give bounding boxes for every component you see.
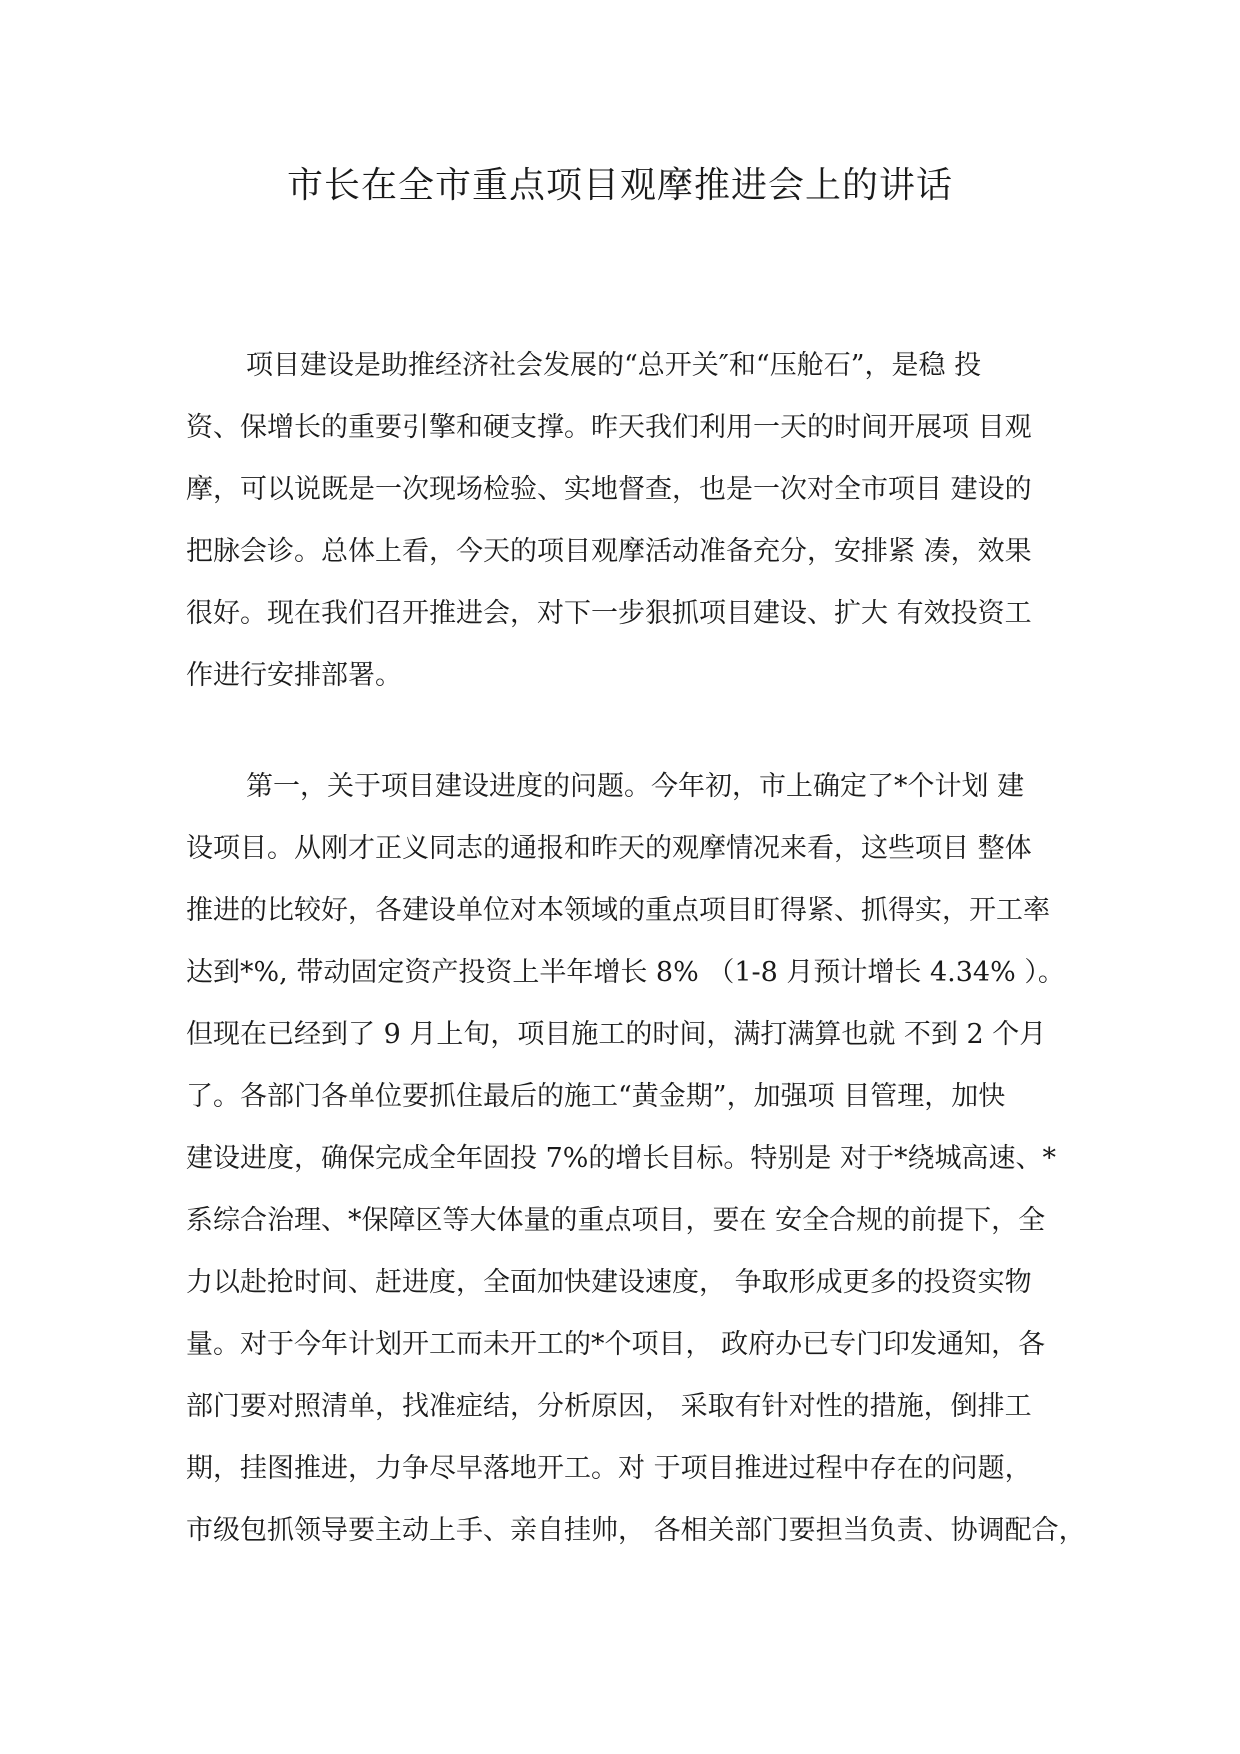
text-line: 市级包抓领导要主动上手、亲自挂帅， 各相关部门要担当负责、协调配合， [186,1515,1086,1546]
text-line: 了。各部门各单位要抓住最后的施工“黄金期”，加强项 目管理，加快 [186,1081,1006,1112]
text-line: 部门要对照清单，找准症结，分析原因， 采取有针对性的措施，倒排工 [186,1391,1032,1422]
text-line: 第一，关于项目建设进度的问题。今年初，市上确定了*个计划 建 [246,771,1025,802]
page-title: 市长在全市重点项目观摩推进会上的讲话 [286,165,953,206]
text-line: 项目建设是助推经济社会发展的“总开关″和“压舱石”，是稳 投 [246,350,982,381]
text-line: 很好。现在我们召开推进会，对下一步狠抓项目建设、扩大 有效投资工 [186,598,1032,629]
text-line: 把脉会诊。总体上看，今天的项目观摩活动准备充分，安排紧 凑，效果 [186,536,1032,567]
body-paragraph-1 [186,335,1066,707]
text-line: 达到*%, 带动固定资产投资上半年增长 8% （1-8 月预计增长 4.34% ）。 [186,957,1065,988]
body-paragraph-2 [186,756,1086,1562]
text-line: 但现在已经到了 9 月上旬，项目施工的时间，满打满算也就 不到 2 个月 [186,1019,1047,1050]
text-line: 推进的比较好，各建设单位对本领域的重点项目盯得紧、抓得实，开工率 [186,895,1050,926]
text-line: 量。对于今年计划开工而未开工的*个项目， 政府办已专门印发通知，各 [186,1329,1046,1360]
text-line: 摩，可以说既是一次现场检验、实地督查，也是一次对全市项目 建设的 [186,474,1032,505]
text-line: 建设进度，确保完成全年固投 7%的增长目标。特别是 对于*绕城高速、* [186,1143,1056,1174]
text-line: 系综合治理、*保障区等大体量的重点项目，要在 安全合规的前提下，全 [186,1205,1046,1236]
text-line: 设项目。从刚才正义同志的通报和昨天的观摩情况来看，这些项目 整体 [186,833,1032,864]
text-line: 力以赴抢时间、赶进度，全面加快建设速度， 争取形成更多的投资实物 [186,1267,1032,1298]
text-line: 作进行安排部署。 [186,660,402,691]
text-line: 资、保增长的重要引擎和硬支撑。昨天我们利用一天的时间开展项 目观 [186,412,1032,443]
text-line: 期，挂图推进，力争尽早落地开工。对 于项目推进过程中存在的问题， [186,1453,1032,1484]
